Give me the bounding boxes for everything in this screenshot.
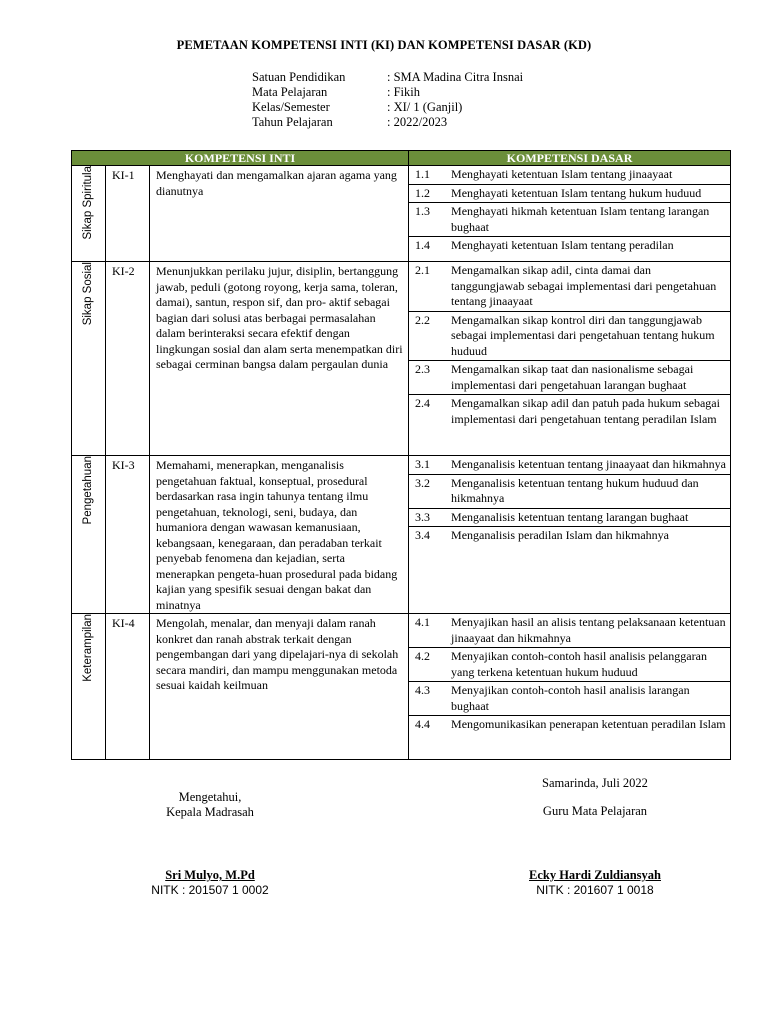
signature-right-name: Ecky Hardi Zuldiansyah bbox=[529, 868, 661, 882]
kd-number: 3.4 bbox=[415, 528, 431, 542]
kd-cell bbox=[409, 262, 731, 456]
kd-number: 2.4 bbox=[415, 396, 431, 410]
kd-text: Menghayati ketentuan Islam tentang peradilan bbox=[451, 238, 674, 252]
kd-item bbox=[409, 361, 730, 395]
kd-list bbox=[409, 614, 730, 734]
kd-text: Menyajikan contoh-contoh hasil analisis larangan bughaat bbox=[451, 682, 730, 716]
document-title: PEMETAAN KOMPETENSI INTI (KI) DAN KOMPETENSI DASAR (KD) bbox=[176, 38, 592, 52]
kd-list bbox=[409, 456, 730, 545]
signature-left bbox=[120, 790, 300, 897]
header-ki: KOMPETENSI INTI bbox=[72, 151, 409, 166]
kd-number: 3.3 bbox=[409, 508, 451, 527]
kd-text: Mengamalkan sikap kontrol diri dan tanggungjawab sebagai implementasi dari pengetahuan tentang hukum huduud bbox=[451, 311, 730, 361]
kd-item bbox=[409, 474, 730, 508]
info-label: Satuan Pendidikan bbox=[252, 70, 346, 84]
ki-text: Mengolah, menalar, dan menyaji dalam ranah konkret dan ranah abstrak terkait dengan pengembangan dari yang dipelajari-nya di sekolah secara mandiri, dan mampu menggunakan metoda sesuai kaidah keilmuan bbox=[150, 614, 409, 760]
ki-text: Menunjukkan perilaku jujur, disiplin, bertanggung jawab, peduli (gotong royong, kerja sama, toleran, damai), santun, respon sif, dan pro- aktif sebagai bagian dari solusi atas berbagai permasalahan dalam berinteraksi secara efektif dengan lingkungan sosial dan alam serta menempatkan diri sebagai cerminan bangsa dalam pergaulan dunia bbox=[150, 262, 409, 456]
kd-item bbox=[409, 203, 730, 237]
kd-number: 2.2 bbox=[409, 311, 451, 361]
kd-text: Mengamalkan sikap adil dan patuh pada hukum sebagai implementasi dari pengetahuan tentang peradilan Islam bbox=[451, 396, 720, 426]
ki-code: KI-4 bbox=[106, 614, 150, 760]
kd-text: Menganalisis ketentuan tentang hukum huduud dan hikmahnya bbox=[451, 474, 730, 508]
table-header-row bbox=[72, 151, 731, 166]
info-label: Mata Pelajaran bbox=[252, 85, 328, 99]
kd-number: 4.3 bbox=[409, 682, 451, 716]
info-row bbox=[252, 85, 523, 100]
signature-left-line1: Mengetahui, bbox=[178, 790, 242, 804]
signature-left-name: Sri Mulyo, M.Pd bbox=[165, 868, 255, 882]
header-kd: KOMPETENSI DASAR bbox=[409, 151, 731, 166]
kd-item bbox=[409, 166, 730, 184]
side-label: Pengetahuan bbox=[81, 456, 94, 525]
kd-text: Menyajikan hasil an alisis tentang pelaksanaan ketentuan jinaayaat dan hikmahnya bbox=[451, 614, 730, 648]
ki-code: KI-2 bbox=[106, 262, 150, 456]
kd-text: Mengamalkan sikap taat dan nasionalisme sebagai implementasi dari pengetahuan larangan bughaat bbox=[451, 361, 730, 395]
signature-left-line2: Kepala Madrasah bbox=[166, 805, 254, 819]
kd-number: 1.4 bbox=[415, 238, 431, 252]
kd-list bbox=[409, 166, 730, 255]
ki-code: KI-3 bbox=[106, 456, 150, 614]
info-value: : XI/ 1 (Ganjil) bbox=[387, 100, 463, 114]
kd-text: Menghayati ketentuan Islam tentang hukum huduud bbox=[451, 184, 730, 203]
kd-number: 1.1 bbox=[409, 166, 451, 184]
table-row bbox=[72, 614, 731, 760]
kd-text: Menghayati ketentuan Islam tentang jinaayaat bbox=[451, 166, 730, 184]
side-label-cell bbox=[72, 262, 106, 456]
side-label: Keterampilan bbox=[81, 614, 94, 682]
kd-text: Menganalisis ketentuan tentang larangan bughaat bbox=[451, 508, 730, 527]
ki-code: KI-1 bbox=[106, 166, 150, 262]
kd-item bbox=[409, 648, 730, 682]
kd-item bbox=[409, 614, 730, 648]
ki-text: Memahami, menerapkan, menganalisis pengetahuan faktual, konseptual, prosedural berdasarkan rasa ingin tahunya tentang ilmu pengetahuan, teknologi, seni, budaya, dan humaniora dengan wawasan kemanusiaan, kebangsaan, kenegaraan, dan peradaban terkait penyebab fenomena dan kejadian, serta menerapkan pengeta-huan prosedural pada bidang kajian yang spesifik sesuai dengan bakat dan minatnya bbox=[150, 456, 409, 614]
signature-right-nitk: NITK : 201607 1 0018 bbox=[536, 883, 654, 897]
table-row bbox=[72, 166, 731, 262]
kd-number: 4.4 bbox=[415, 717, 431, 731]
side-label: Sikap Spiritula bbox=[81, 166, 94, 240]
kd-number: 1.2 bbox=[409, 184, 451, 203]
kd-item bbox=[409, 508, 730, 527]
kd-item bbox=[409, 395, 730, 429]
kd-text: Mengomunikasikan penerapan ketentuan peradilan Islam bbox=[451, 717, 726, 731]
signature-date: Samarinda, Juli 2022 bbox=[542, 776, 648, 790]
kd-item bbox=[409, 682, 730, 716]
info-row bbox=[252, 115, 523, 130]
signature-left-nitk: NITK : 201507 1 0002 bbox=[151, 883, 269, 897]
kd-number: 4.1 bbox=[409, 614, 451, 648]
kd-cell bbox=[409, 614, 731, 760]
info-label: Tahun Pelajaran bbox=[252, 115, 333, 129]
side-label-cell bbox=[72, 456, 106, 614]
kd-item bbox=[409, 184, 730, 203]
kd-text: Menyajikan contoh-contoh hasil analisis pelanggaran yang terkena ketentuan hukum huduud bbox=[451, 648, 730, 682]
kd-item bbox=[409, 311, 730, 361]
kd-text: Menganalisis ketentuan tentang jinaayaat dan hikmahnya bbox=[451, 456, 730, 474]
kd-number: 3.2 bbox=[409, 474, 451, 508]
info-value: : Fikih bbox=[387, 85, 420, 99]
info-row bbox=[252, 70, 523, 85]
kd-text: Menghayati hikmah ketentuan Islam tentang larangan bughaat bbox=[451, 203, 730, 237]
side-label: Sikap Sosial bbox=[81, 262, 94, 326]
kd-list bbox=[409, 262, 730, 428]
kd-number: 4.2 bbox=[409, 648, 451, 682]
kd-item bbox=[409, 456, 730, 474]
kd-number: 2.3 bbox=[409, 361, 451, 395]
info-block bbox=[252, 70, 523, 130]
side-label-cell bbox=[72, 614, 106, 760]
ki-text: Menghayati dan mengamalkan ajaran agama yang dianutnya bbox=[150, 166, 409, 262]
kd-text: Mengamalkan sikap adil, cinta damai dan tanggungjawab sebagai implementasi dari pengetahuan tentang jinaayaat bbox=[451, 262, 730, 311]
kd-item bbox=[409, 262, 730, 311]
table-row bbox=[72, 456, 731, 614]
info-value: : SMA Madina Citra Insnai bbox=[387, 70, 524, 84]
kd-item bbox=[409, 716, 730, 734]
kd-cell bbox=[409, 456, 731, 614]
side-label-cell bbox=[72, 166, 106, 262]
signature-right bbox=[500, 804, 690, 897]
table-row bbox=[72, 262, 731, 456]
kd-cell bbox=[409, 166, 731, 262]
kd-number: 2.1 bbox=[409, 262, 451, 311]
kd-item bbox=[409, 237, 730, 255]
kd-number: 1.3 bbox=[409, 203, 451, 237]
kd-item bbox=[409, 527, 730, 545]
kd-text: Menganalisis peradilan Islam dan hikmahnya bbox=[451, 528, 669, 542]
info-row bbox=[252, 100, 523, 115]
kd-number: 3.1 bbox=[409, 456, 451, 474]
info-label: Kelas/Semester bbox=[252, 100, 330, 114]
signature-right-line1: Guru Mata Pelajaran bbox=[542, 804, 648, 818]
competency-table bbox=[71, 150, 731, 760]
info-value: : 2022/2023 bbox=[387, 115, 448, 129]
